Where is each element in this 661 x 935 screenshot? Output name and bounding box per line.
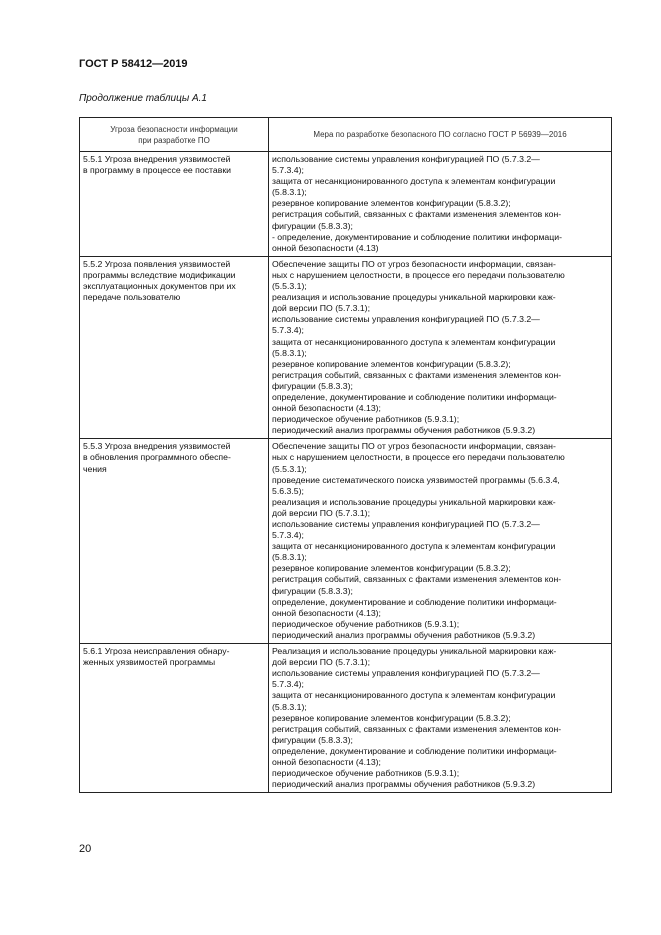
threat-line: женных уязвимостей программы xyxy=(83,657,216,668)
measure-line: периодическое обучение работников (5.9.3.1); xyxy=(272,618,460,629)
threat-line: эксплуатационных документов при их xyxy=(83,281,236,292)
measure-line: фигурации (5.8.3.3); xyxy=(272,585,353,596)
threat-line: передаче пользователю xyxy=(83,292,181,303)
measure-line: периодический анализ программы обучения работников (5.9.3.2) xyxy=(272,779,536,790)
measure-line: - определение, документирование и соблюдение политики информаци- xyxy=(272,231,562,242)
measure-line: Обеспечение защиты ПО от угроз безопасности информации, связан- xyxy=(272,441,556,452)
threat-line: 5.5.2 Угроза появления уязвимостей xyxy=(83,258,231,269)
table-header-row xyxy=(80,118,612,152)
measure-line: 5.7.3.4); xyxy=(272,325,304,336)
measure-line: (5.8.3.1); xyxy=(272,347,307,358)
measure-line: 5.6.3.5); xyxy=(272,485,304,496)
measure-line: ных с нарушением целостности, в процессе его передачи пользователю xyxy=(272,452,565,463)
measure-line: Реализация и использование процедуры уникальной маркировки каж- xyxy=(272,646,557,657)
measure-line: использование системы управления конфигурацией ПО (5.7.3.2— xyxy=(272,314,540,325)
measure-line: защита от несанкционированного доступа к элементам конфигурации xyxy=(272,690,556,701)
measure-line: онной безопасности (4.13); xyxy=(272,756,381,767)
threat-line: чения xyxy=(83,463,107,474)
measure-line: 5.7.3.4); xyxy=(272,165,304,176)
threat-line: в программу в процессе ее поставки xyxy=(83,165,232,176)
measure-line: резервное копирование элементов конфигурации (5.8.3.2); xyxy=(272,563,511,574)
measure-line: онной безопасности (4.13); xyxy=(272,607,381,618)
table-continuation-caption: Продолжение таблицы А.1 xyxy=(79,93,207,104)
measure-line: регистрация событий, связанных с фактами изменения элементов кон- xyxy=(272,574,562,585)
header-line: при разработке ПО xyxy=(138,135,210,145)
column-header-measure xyxy=(269,118,612,152)
header-line: Угроза безопасности информации xyxy=(110,124,238,134)
table-row xyxy=(80,256,612,439)
measure-cell xyxy=(269,152,612,257)
measure-line: 5.7.3.4); xyxy=(272,679,304,690)
measure-cell xyxy=(269,439,612,644)
measure-line: фигурации (5.8.3.3); xyxy=(272,220,353,231)
measure-line: (5.8.3.1); xyxy=(272,701,307,712)
document-code: ГОСТ Р 58412—2019 xyxy=(79,58,188,70)
measure-line: защита от несанкционированного доступа к элементам конфигурации xyxy=(272,336,556,347)
table-row xyxy=(80,644,612,793)
measure-line: периодическое обучение работников (5.9.3.1); xyxy=(272,768,460,779)
measure-line: резервное копирование элементов конфигурации (5.8.3.2); xyxy=(272,198,511,209)
measure-line: онной безопасности (4.13) xyxy=(272,242,379,253)
measure-cell xyxy=(269,256,612,439)
measure-line: (5.5.3.1); xyxy=(272,463,307,474)
threat-cell xyxy=(80,439,269,644)
measure-line: ных с нарушением целостности, в процессе его передачи пользователю xyxy=(272,269,565,280)
column-header-threat xyxy=(80,118,269,152)
measure-line: резервное копирование элементов конфигурации (5.8.3.2); xyxy=(272,358,511,369)
measure-line: реализация и использование процедуры уникальной маркировки каж- xyxy=(272,496,556,507)
threat-line: в обновления программного обеспе- xyxy=(83,452,231,463)
measure-line: дой версии ПО (5.7.3.1); xyxy=(272,657,370,668)
measure-line: определение, документирование и соблюдение политики информаци- xyxy=(272,745,557,756)
measure-line: регистрация событий, связанных с фактами изменения элементов кон- xyxy=(272,209,562,220)
threat-cell xyxy=(80,256,269,439)
measure-line: использование системы управления конфигурацией ПО (5.7.3.2— xyxy=(272,519,540,529)
measure-line: резервное копирование элементов конфигурации (5.8.3.2); xyxy=(272,712,511,723)
measure-line: (5.8.3.1); xyxy=(272,187,307,198)
measure-line: определение, документирование и соблюдение политики информаци- xyxy=(272,391,557,402)
threat-line: 5.5.1 Угроза внедрения уязвимостей xyxy=(83,154,231,164)
measure-line: использование системы управления конфигурацией ПО (5.7.3.2— xyxy=(272,668,540,679)
measure-line: защита от несанкционированного доступа к элементам конфигурации xyxy=(272,176,556,187)
measure-line: фигурации (5.8.3.3); xyxy=(272,734,353,745)
measure-line: дой версии ПО (5.7.3.1); xyxy=(272,303,370,314)
measure-line: (5.5.3.1); xyxy=(272,281,307,292)
threat-cell xyxy=(80,152,269,257)
measure-line: периодическое обучение работников (5.9.3.1); xyxy=(272,414,460,425)
threat-cell xyxy=(80,644,269,793)
measure-line: защита от несанкционированного доступа к элементам конфигурации xyxy=(272,541,556,552)
measure-line: Обеспечение защиты ПО от угроз безопасности информации, связан- xyxy=(272,258,556,269)
measure-line: дой версии ПО (5.7.3.1); xyxy=(272,507,370,518)
measure-line: (5.8.3.1); xyxy=(272,552,307,563)
measure-line: определение, документирование и соблюдение политики информаци- xyxy=(272,596,557,607)
measure-line: проведение систематического поиска уязвимостей программы (5.6.3.4, xyxy=(272,474,560,485)
table-row xyxy=(80,439,612,644)
measure-cell xyxy=(269,644,612,793)
measure-line: реализация и использование процедуры уникальной маркировки каж- xyxy=(272,292,556,303)
measure-line: периодический анализ программы обучения работников (5.9.3.2) xyxy=(272,425,536,436)
threat-line: программы вследствие модификации xyxy=(83,269,236,280)
measure-line: 5.7.3.4); xyxy=(272,530,304,541)
table-row xyxy=(80,152,612,257)
measure-line: регистрация событий, связанных с фактами изменения элементов кон- xyxy=(272,369,562,380)
page-number: 20 xyxy=(79,843,92,855)
header-line: Мера по разработке безопасного ПО согласно ГОСТ Р 56939—2016 xyxy=(313,130,567,139)
threat-line: 5.5.3 Угроза внедрения уязвимостей xyxy=(83,441,231,452)
measure-line: онной безопасности (4.13); xyxy=(272,403,381,414)
measure-line: периодический анализ программы обучения работников (5.9.3.2) xyxy=(272,629,536,640)
measure-line: использование системы управления конфигурацией ПО (5.7.3.2— xyxy=(272,154,540,164)
measure-line: фигурации (5.8.3.3); xyxy=(272,380,353,391)
measure-line: регистрация событий, связанных с фактами изменения элементов кон- xyxy=(272,723,562,734)
threat-measures-table xyxy=(79,117,612,793)
threat-line: 5.6.1 Угроза неисправления обнару- xyxy=(83,646,230,657)
